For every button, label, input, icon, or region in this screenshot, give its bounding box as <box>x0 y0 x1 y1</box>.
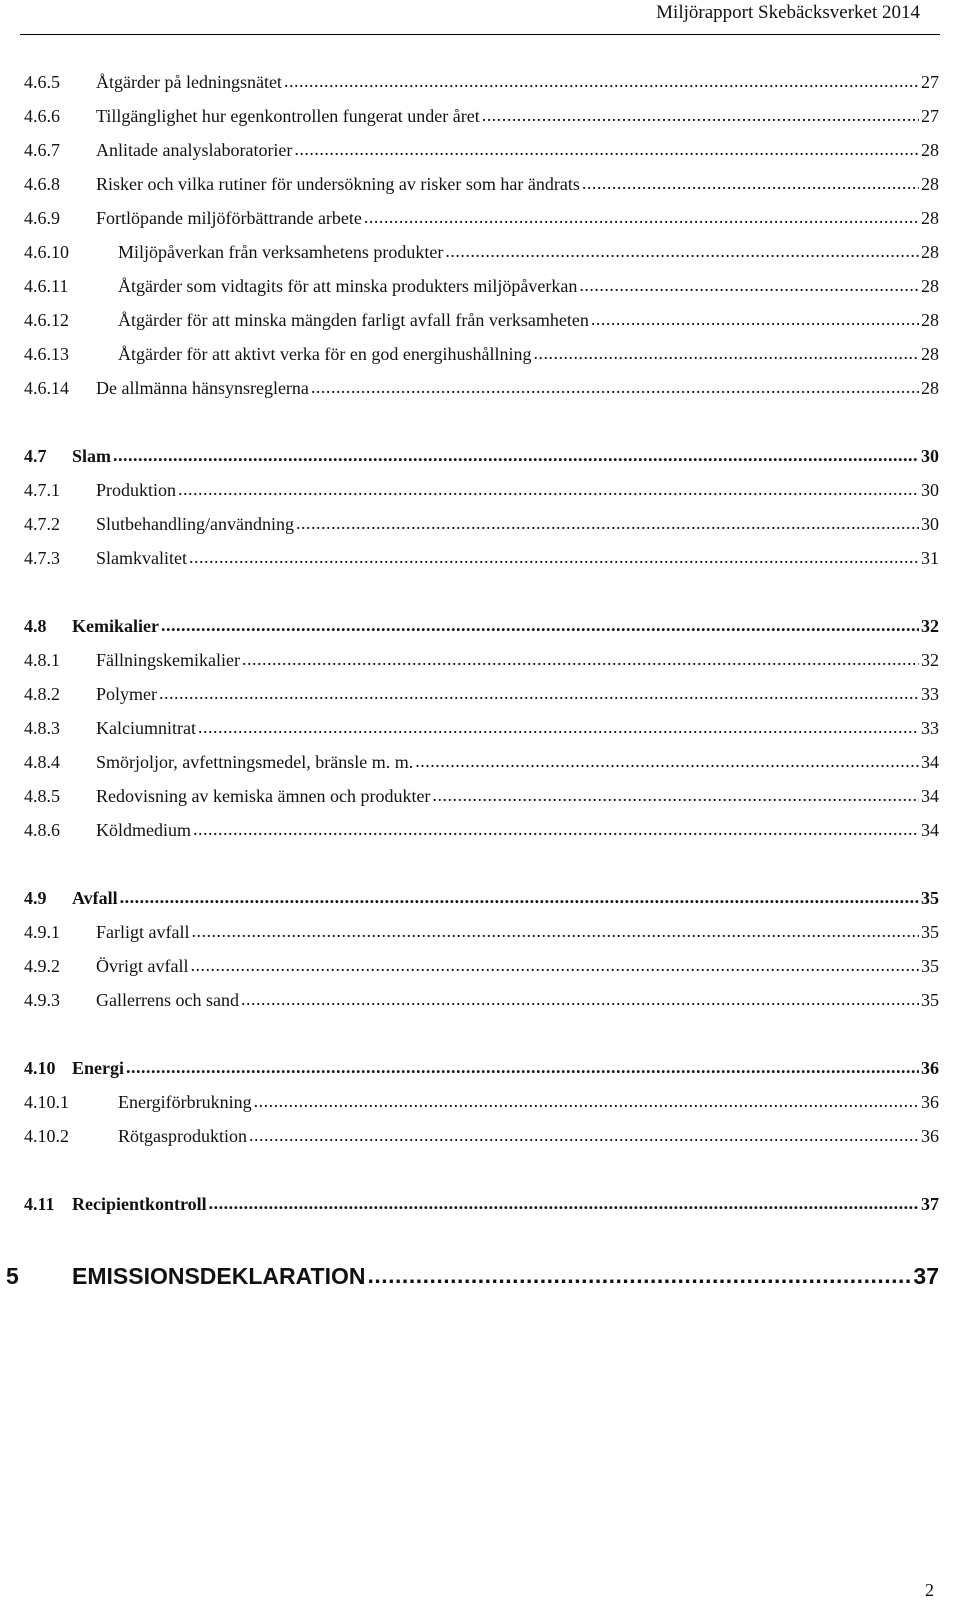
toc-entry[interactable] <box>24 1056 939 1080</box>
toc-dot-leader <box>294 138 919 156</box>
toc-entry[interactable] <box>24 648 939 672</box>
toc-entry-title: Köldmedium <box>96 820 191 840</box>
toc-entry-number: 5 <box>6 1263 19 1289</box>
header-rule <box>20 34 940 35</box>
toc-entry[interactable] <box>24 342 939 366</box>
toc-entry[interactable] <box>24 716 939 740</box>
toc-entry[interactable] <box>24 240 939 264</box>
toc-dot-leader <box>445 240 919 258</box>
toc-entry-number: 4.10.1 <box>24 1092 69 1112</box>
toc-dot-leader <box>432 784 919 802</box>
toc-entry[interactable] <box>24 954 939 978</box>
toc-dot-leader <box>242 648 919 666</box>
toc-entry[interactable] <box>24 104 939 128</box>
toc-entry-number: 4.10 <box>24 1058 56 1078</box>
toc-entry[interactable] <box>24 478 939 502</box>
toc-dot-leader <box>296 512 919 530</box>
toc-entry-title: Åtgärder som vidtagits för att minska produkters miljöpåverkan <box>118 276 578 296</box>
toc-entry-page: 34 <box>921 786 939 806</box>
toc-entry[interactable] <box>24 1090 939 1114</box>
toc-entry-title: De allmänna hänsynsreglerna <box>96 378 309 398</box>
toc-entry-number: 4.6.12 <box>24 310 69 330</box>
toc-entry-title: Miljöpåverkan från verksamhetens produkter <box>118 242 444 262</box>
toc-entry-number: 4.6.8 <box>24 174 60 194</box>
toc-entry-title: Redovisning av kemiska ämnen och produkter <box>96 786 431 806</box>
toc-entry-page: 35 <box>921 922 939 942</box>
toc-dot-leader <box>482 104 919 122</box>
toc-dot-leader <box>364 206 919 224</box>
toc-entry-page: 32 <box>921 650 939 670</box>
toc-entry-page: 28 <box>921 276 939 296</box>
page-number: 2 <box>925 1580 934 1600</box>
toc-entry-page: 28 <box>921 140 939 160</box>
toc-entry-title: Anlitade analyslaboratorier <box>96 140 293 160</box>
toc-dot-leader <box>113 444 919 462</box>
toc-entry-number: 4.8.4 <box>24 752 60 772</box>
toc-entry-number: 4.8.5 <box>24 786 60 806</box>
toc-entry-title: Rötgasproduktion <box>118 1126 247 1146</box>
toc-entry-page: 32 <box>921 616 939 636</box>
toc-dot-leader <box>591 308 919 326</box>
toc-entry-number: 4.8.1 <box>24 650 60 670</box>
toc-entry-page: 37 <box>913 1263 939 1289</box>
toc-entry[interactable] <box>24 1124 939 1148</box>
toc-entry-page: 28 <box>921 344 939 364</box>
toc-dot-leader <box>415 750 919 768</box>
toc-dot-leader <box>126 1056 919 1074</box>
toc-entry-title: Energi <box>72 1058 124 1078</box>
toc-entry[interactable] <box>24 172 939 196</box>
toc-entry-page: 36 <box>921 1126 939 1146</box>
toc-entry-title: Avfall <box>72 888 118 908</box>
toc-entry-number: 4.6.7 <box>24 140 60 160</box>
toc-entry-page: 28 <box>921 378 939 398</box>
toc-entry-page: 28 <box>921 310 939 330</box>
toc-entry-page: 27 <box>921 72 939 92</box>
toc-entry[interactable] <box>24 376 939 400</box>
toc-entry[interactable] <box>24 546 939 570</box>
toc-dot-leader <box>284 70 919 88</box>
toc-entry[interactable] <box>24 682 939 706</box>
toc-dot-leader <box>159 682 919 700</box>
toc-entry-number: 4.10.2 <box>24 1126 69 1146</box>
toc-entry-number: 4.6.10 <box>24 242 69 262</box>
toc-entry-title: Slutbehandling/användning <box>96 514 294 534</box>
toc-entry-title: Risker och vilka rutiner för undersökning av risker som har ändrats <box>96 174 580 194</box>
toc-entry-number: 4.9 <box>24 888 47 908</box>
toc-entry-page: 30 <box>921 446 939 466</box>
toc-entry-title: Farligt avfall <box>96 922 190 942</box>
toc-dot-leader <box>189 546 919 564</box>
toc-entry-page: 33 <box>921 718 939 738</box>
toc-entry-page: 35 <box>921 888 939 908</box>
toc-entry-number: 4.6.5 <box>24 72 60 92</box>
toc-entry[interactable] <box>24 988 939 1012</box>
toc-entry-page: 27 <box>921 106 939 126</box>
toc-entry[interactable] <box>24 614 939 638</box>
toc-entry-page: 34 <box>921 752 939 772</box>
toc-dot-leader <box>120 886 919 904</box>
toc-dot-leader <box>254 1090 919 1108</box>
toc-entry-page: 28 <box>921 174 939 194</box>
toc-entry-title: Gallerrens och sand <box>96 990 239 1010</box>
toc-entry[interactable] <box>24 206 939 230</box>
toc-dot-leader <box>367 1266 911 1284</box>
toc-entry-number: 4.6.14 <box>24 378 69 398</box>
toc-entry[interactable] <box>6 1263 939 1293</box>
toc-entry-page: 37 <box>921 1194 939 1214</box>
toc-dot-leader <box>249 1124 919 1142</box>
toc-entry-title: Åtgärder för att aktivt verka för en god energihushållning <box>118 344 532 364</box>
toc-entry-title: Smörjoljor, avfettningsmedel, bränsle m. m. <box>96 752 414 772</box>
toc-entry[interactable] <box>24 138 939 162</box>
toc-entry-title: Övrigt avfall <box>96 956 189 976</box>
toc-entry-page: 28 <box>921 208 939 228</box>
toc-entry-number: 4.6.6 <box>24 106 60 126</box>
toc-entry-number: 4.8.3 <box>24 718 60 738</box>
toc-dot-leader <box>161 614 919 632</box>
toc-entry[interactable] <box>24 784 939 808</box>
toc-entry-page: 33 <box>921 684 939 704</box>
toc-entry-number: 4.9.2 <box>24 956 60 976</box>
toc-entry-number: 4.9.1 <box>24 922 60 942</box>
toc-entry-number: 4.6.9 <box>24 208 60 228</box>
toc-dot-leader <box>311 376 919 394</box>
toc-entry-title: Fällningskemikalier <box>96 650 240 670</box>
toc-entry-number: 4.7.2 <box>24 514 60 534</box>
toc-entry[interactable] <box>24 274 939 298</box>
toc-entry[interactable] <box>24 920 939 944</box>
toc-entry-page: 36 <box>921 1092 939 1112</box>
toc-entry-title: Produktion <box>96 480 177 500</box>
running-header: Miljörapport Skebäcksverket 2014 <box>656 2 920 23</box>
toc-dot-leader <box>579 274 919 292</box>
toc-dot-leader <box>198 716 919 734</box>
toc-entry-number: 4.8 <box>24 616 47 636</box>
toc-entry-number: 4.7 <box>24 446 47 466</box>
toc-entry-title: Slamkvalitet <box>96 548 187 568</box>
toc-entry-number: 4.6.13 <box>24 344 69 364</box>
toc-entry[interactable] <box>24 750 939 774</box>
toc-entry-page: 31 <box>921 548 939 568</box>
toc-entry-number: 4.8.2 <box>24 684 60 704</box>
toc-entry-page: 36 <box>921 1058 939 1078</box>
toc-entry-number: 4.9.3 <box>24 990 60 1010</box>
toc-entry-page: 35 <box>921 956 939 976</box>
toc-entry-number: 4.7.1 <box>24 480 60 500</box>
toc-dot-leader <box>209 1192 919 1210</box>
toc-entry-page: 30 <box>921 514 939 534</box>
toc-dot-leader <box>178 478 919 496</box>
toc-entry[interactable] <box>24 308 939 332</box>
toc-entry-number: 4.6.11 <box>24 276 69 296</box>
toc-entry-title: Energiförbrukning <box>118 1092 252 1112</box>
toc-entry-title: Recipientkontroll <box>72 1194 207 1214</box>
toc-dot-leader <box>193 818 919 836</box>
toc-dot-leader <box>534 342 919 360</box>
toc-entry-page: 35 <box>921 990 939 1010</box>
toc-entry[interactable] <box>24 444 939 468</box>
toc-entry-title: Polymer <box>96 684 157 704</box>
toc-entry-page: 34 <box>921 820 939 840</box>
toc-dot-leader <box>190 954 919 972</box>
toc-entry[interactable] <box>24 512 939 536</box>
toc-entry-page: 28 <box>921 242 939 262</box>
toc-entry[interactable] <box>24 886 939 910</box>
toc-entry-title: Tillgänglighet hur egenkontrollen fungerat under året <box>96 106 480 126</box>
toc-dot-leader <box>241 988 919 1006</box>
toc-entry[interactable] <box>24 1192 939 1216</box>
toc-entry-title: Åtgärder för att minska mängden farligt avfall från verksamheten <box>118 310 589 330</box>
toc-entry-number: 4.11 <box>24 1194 55 1214</box>
toc-entry-title: Åtgärder på ledningsnätet <box>96 72 282 92</box>
toc-entry-page: 30 <box>921 480 939 500</box>
toc-dot-leader <box>191 920 919 938</box>
toc-entry-title: Kemikalier <box>72 616 159 636</box>
toc-entry-title: Slam <box>72 446 112 466</box>
toc-entry-number: 4.7.3 <box>24 548 60 568</box>
toc-entry-title: Fortlöpande miljöförbättrande arbete <box>96 208 362 228</box>
toc-entry[interactable] <box>24 70 939 94</box>
toc-dot-leader <box>582 172 919 190</box>
toc-entry-title: EMISSIONSDEKLARATION <box>72 1263 366 1289</box>
toc-entry[interactable] <box>24 818 939 842</box>
toc-entry-title: Kalciumnitrat <box>96 718 196 738</box>
toc-entry-number: 4.8.6 <box>24 820 60 840</box>
